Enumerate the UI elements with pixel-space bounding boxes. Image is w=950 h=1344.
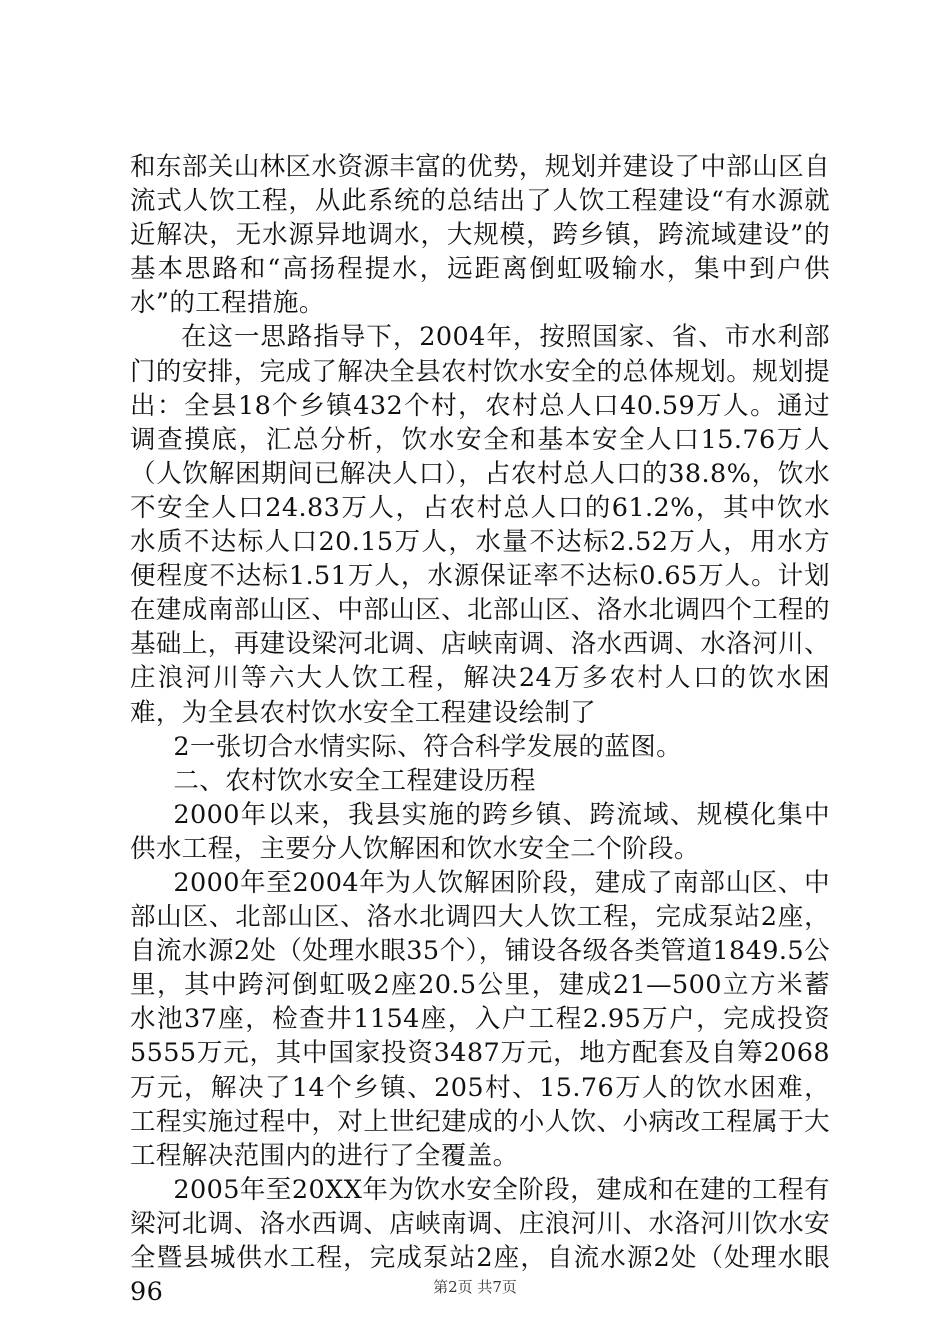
paragraph-two-stages: 2000年以来，我县实施的跨乡镇、跨流域、规模化集中供水工程，主要分人饮解困和饮水安全二个阶段。 [130, 799, 830, 864]
section-heading-construction-history: 二、农村饮水安全工程建设历程 [173, 765, 536, 796]
paragraph-overall-plan: 在这一思路指导下，2004年，按照国家、省、市水利部门的安排，完成了解决全县农村饮水安全的总体规划。规划提出：全县18个乡镇432个村，农村总人口40.59万人。通过调查摸底，汇总分析，饮水安全和基本安全人口15.76万人（人饮解困期间已解决人口），占农村总人口的38.8%，饮水不安全人口24.83万人，占农村总人口的61.2%，其中饮水水质不达标人口20.15万人，水量不达标2.52万人，用水方便程度不达标1.51万人，水源保证率不达标0.65万人。计划在建成南部山区、中部山区、北部山区、洛水北调四个工程的基础上，再建设梁河北调、店峡南调、洛水西调、水洛河川、庄浪河川等六大人饮工程，解决24万多农村人口的饮水困难，为全县农村饮水安全工程建设绘制了 [130, 322, 830, 728]
paragraph-blueprint: 2一张切合水情实际、符合科学发展的蓝图。 [173, 731, 683, 762]
paragraph-stage-safety: 2005年至20XX年为饮水安全阶段，建成和在建的工程有梁河北调、洛水西调、店峡南调、庄浪河川、水洛河川饮水安全暨县城供水工程，完成泵站2座，自流水源2处（处理水眼96 [130, 1174, 830, 1308]
page-number-footer: 第2页 共7页 [433, 1278, 517, 1296]
document-body [130, 150, 830, 1309]
paragraph-water-resource-advantage: 和东部关山林区水资源丰富的优势，规划并建设了中部山区自流式人饮工程，从此系统的总结出了人饮工程建设“有水源就近解决，无水源异地调水，大规模，跨乡镇，跨流域建设”的基本思路和“高扬程提水，远距离倒虹吸输水，集中到户供水”的工程措施。 [130, 152, 830, 319]
paragraph-stage-relief: 2000年至2004年为人饮解困阶段，建成了南部山区、中部山区、北部山区、洛水北调四大人饮工程，完成泵站2座，自流水源2处（处理水眼35个），铺设各级各类管道1849.5公里，其中跨河倒虹吸2座20.5公里，建成21—500立方米蓄水池37座，检查井1154座，入户工程2.95万户，完成投资5555万元，其中国家投资3487万元，地方配套及自筹2068万元，解决了14个乡镇、205村、15.76万人的饮水困难，工程实施过程中，对上世纪建成的小人饮、小病改工程属于大工程解决范围内的进行了全覆盖。 [130, 867, 830, 1171]
